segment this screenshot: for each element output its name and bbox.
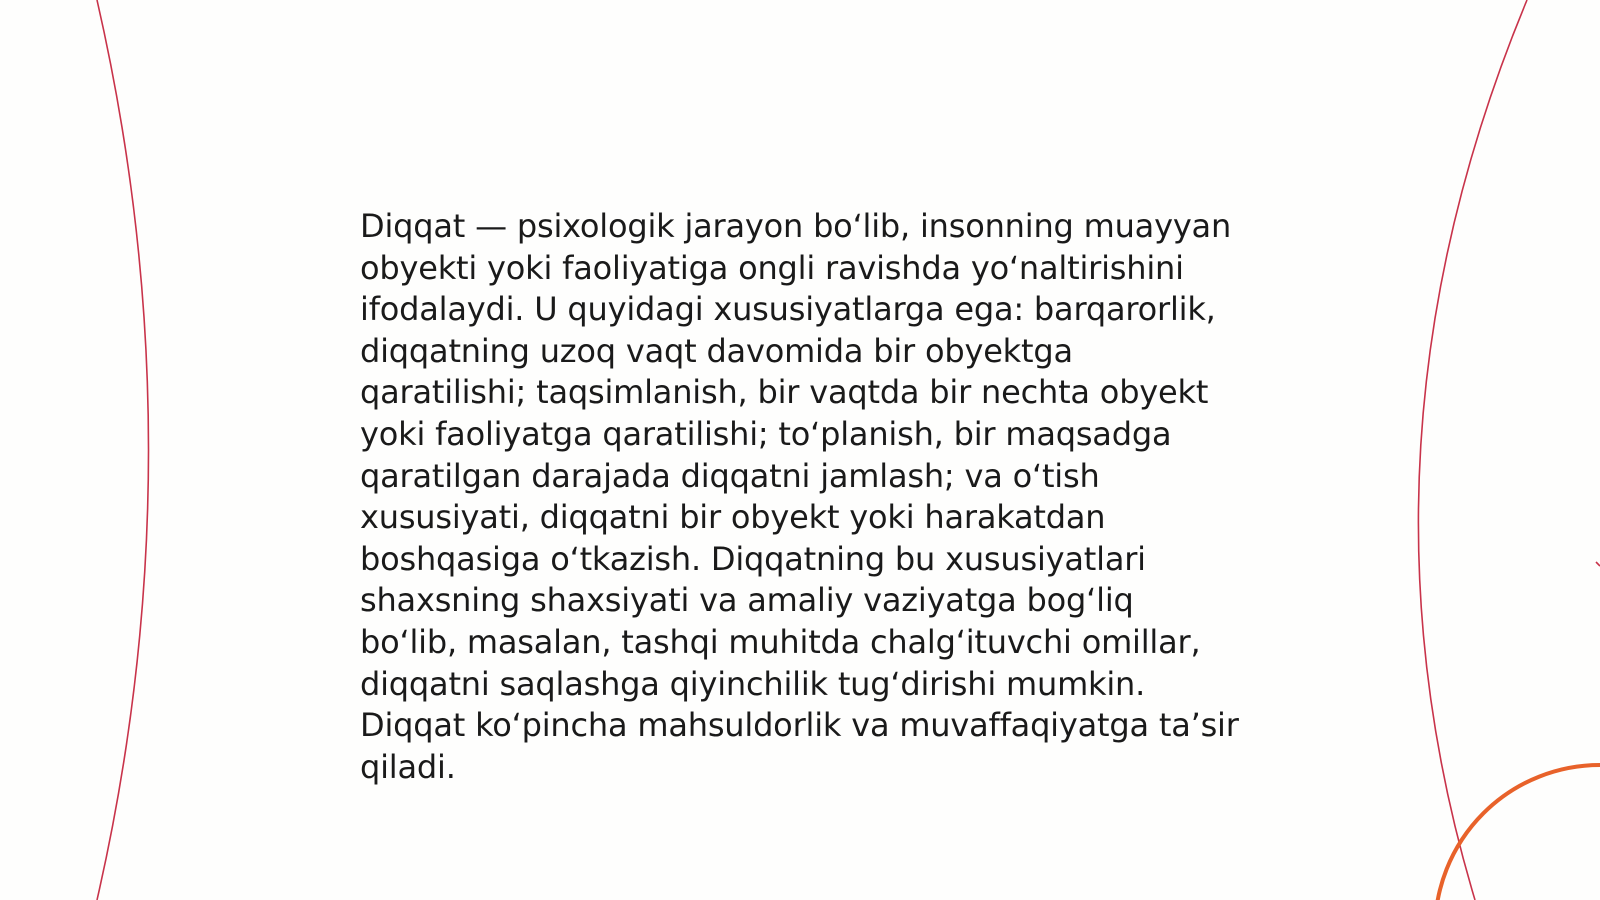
orange-arc: [1435, 765, 1600, 900]
right-curve-line: [1418, 0, 1527, 900]
body-paragraph: Diqqat — psixologik jarayon bo‘lib, insonning muayyan obyekti yoki faoliyatiga ongli ravishda yo‘naltirishini ifodalaydi. U quyidagi xususiyatlarga ega: barqarorlik, diqqatning uzoq vaqt davomida bir obyektga qaratilishi; taqsimlanish, bir vaqtda bir nechta obyekt yoki faoliyatga qaratilishi; to‘planish, bir maqsadga qaratilgan darajada diqqatni jamlash; va o‘tish xususiyati, diqqatni bir obyekt yoki harakatdan boshqasiga o‘tkazish. Diqqatning bu xususiyatlari shaxsning shaxsiyati va amaliy vaziyatga bog‘liq bo‘lib, masalan, tashqi muhitda chalg‘ituvchi omillar, diqqatni saqlashga qiyinchilik tug‘dirishi mumkin. Diqqat ko‘pincha mahsuldorlik va muvaffaqiyatga ta’sir qiladi.: [360, 207, 1239, 786]
left-curve-line: [97, 0, 149, 900]
right-edge-tick: [1596, 562, 1600, 566]
